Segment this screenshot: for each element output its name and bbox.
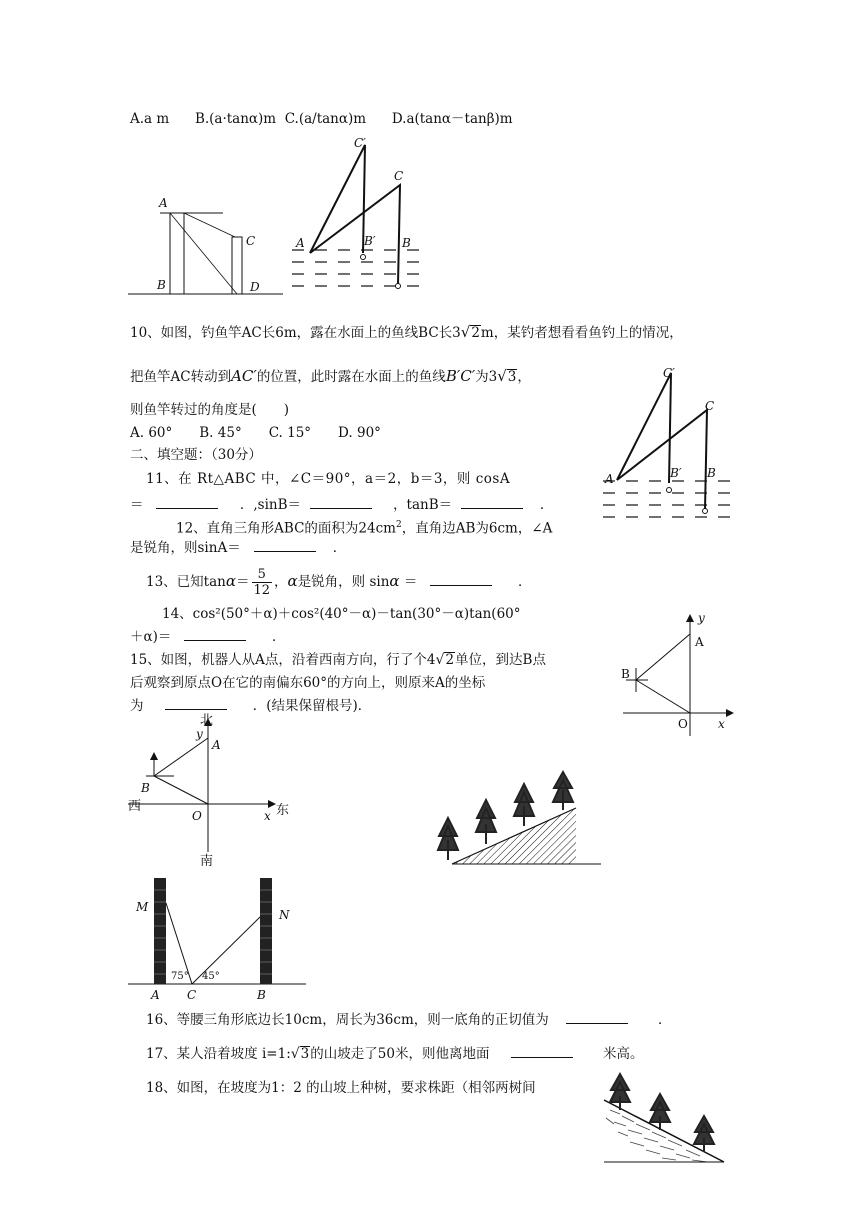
tower-label-d: D [250,280,260,294]
building-label-c: C [187,988,197,1002]
q10-line2-text: 把鱼竿AC转动到 [130,369,232,385]
q10-line2-is: 为 [475,369,489,385]
q13-numerator: 5 [252,567,273,583]
q15-root: 2 [445,652,455,668]
q13-equals: ＝ [236,574,250,590]
compass-label-o: O [192,809,202,823]
q11-cosa-blank[interactable] [156,496,218,509]
compass-north-label: 北 [200,713,214,728]
q9-option-b: B.(a·tanα)m [194,111,277,127]
section-2-heading: 二、填空题：（30分） [130,447,262,463]
building-angle-75: 75° [171,971,189,982]
q13-line [146,562,531,601]
q15-line2: 后观察到原点O在它的南偏东60°的方向上，则原来A的坐标 [130,675,486,691]
q9-option-c: C.(a/tanα)m [284,111,367,127]
q12-line1 [176,516,552,538]
q15-blank[interactable] [165,697,227,710]
fishing-rod-figure-right [603,365,753,525]
q10-bc-coef: 3 [452,325,461,341]
coord-right-label-a: A [695,635,704,649]
q11-sinb-blank[interactable] [310,496,372,509]
q12-superscript: 2 [395,520,402,530]
q13-alpha-2: α [287,572,298,590]
q10-options: A. 60° B. 45° C. 15° D. 90° [130,425,381,441]
tower-label-c: C [246,234,256,248]
q11-line2 [130,496,553,514]
q15-line3-end: ．(结果保留根号)． [252,698,372,714]
q13-equals-2: ＝ [403,574,418,590]
q10-line3: 则鱼竿转过的角度是( ) [130,402,290,418]
q12-line2-text: 是锐角，则sinA＝ [130,540,241,556]
compass-label-x: x [264,809,271,823]
compass-east-label: 东 [276,803,290,818]
q11-equals: ＝ [130,497,144,513]
q12-line2 [130,539,346,557]
q11-end: ． [539,497,554,513]
q15-line3-text: 为 [130,698,144,714]
q17-line: 17、某人沿着坡度 i=1:√3的山坡走了50米，则他离地面 米高。 [146,1046,644,1062]
q12-line1-end: ，直角边AB为6cm，∠A [401,520,553,537]
q13-fraction [252,567,273,598]
rod-top-label-c-prime: C′ [354,136,366,150]
q9-option-d: D.a(tanα－tanβ)m [391,111,513,127]
q13-denominator: 12 [253,583,271,598]
building-label-b: B [257,988,266,1002]
q16-blank[interactable] [566,1011,628,1024]
slope-trees-figure-bottom [600,1070,730,1170]
building-label-a: A [151,988,160,1002]
coord-right-label-o: O [678,717,688,731]
tower-label-a: A [159,196,168,210]
rod-right-label-b-prime: B′ [670,466,682,480]
q18-line: 18、如图，在坡度为1：2 的山坡上种树，要求株距（相邻两树间 [146,1080,536,1096]
rod-right-label-b: B [707,466,716,480]
q10-ac-prime: AC′ [231,367,257,385]
q16-end: ． [657,1012,672,1028]
rod-right-label-c-prime: C′ [663,366,675,380]
q15-line1-end: 单位，到达B点 [455,652,546,668]
q11-sinb-label: ．,sinB＝ [239,497,301,513]
building-angle-45: 45° [202,971,220,982]
q14-end: ． [272,629,286,645]
q10-bc-root: 2 [471,325,480,341]
q10-bc-prime: B′C′ [445,367,476,385]
q17-blank[interactable] [511,1045,573,1058]
q16-line [146,1011,671,1029]
q17-end: 米高。 [602,1046,644,1062]
coord-right-label-b: B [621,667,630,681]
compass-west-label: 西 [128,799,142,814]
q9-option-a: A.a m [130,111,170,127]
tower-label-b: B [157,278,166,292]
building-label-n: N [279,908,290,922]
q11-line1: 11、在 Rt△ABC 中，∠C＝90°，a＝2，b＝3，则 cosA [146,471,511,487]
compass-label-a: A [212,738,221,752]
q17-root: 3 [300,1046,310,1062]
coord-right-label-y: y [698,611,705,625]
q9-options [130,110,513,128]
compass-label-b: B [141,781,150,795]
rod-right-label-c: C [705,399,715,413]
building-label-m: M [136,900,149,914]
q11-tanb-label: ，tanB＝ [393,497,453,513]
q14-line1: 14、cos²(50°＋α)＋cos²(40°－α)－tan(30°－α)tan(60° [162,606,521,622]
buildings-figure [128,875,308,1005]
q14-blank[interactable] [184,628,246,641]
q10-bprime-coef: 3 [488,369,498,385]
q11-tanb-blank[interactable] [461,496,523,509]
rod-right-label-a: A [605,472,614,486]
q16-text: 16、等腰三角形底边长10cm，周长为36cm，则一底角的正切值为 [146,1012,549,1028]
q15-line1-text: 15、如图，机器人从A点，沿着西南方向，行了个4 [130,652,436,668]
tower-figure [128,195,288,300]
q10-line2-mid: 的位置，此时露在水面上的鱼线 [256,369,446,385]
compass-figure [128,712,303,872]
q10-line1-text: 10、如图，钓鱼竿AC长6m，露在水面上的鱼线BC长 [130,325,453,341]
coordinate-figure-right [618,612,738,737]
q13-alpha: α [225,572,236,590]
q17-pre: 17、某人沿着坡度 i=1: [146,1046,291,1062]
q14-line2-text: ＋α)＝ [130,629,172,645]
slope-trees-figure-middle [436,770,606,870]
rod-top-label-a: A [296,236,305,250]
q13-alpha-3: α [389,572,400,590]
q13-mid: 是锐角，则 sin [297,574,390,590]
q15-line1: 15、如图，机器人从A点，沿着西南方向，行了个4√2单位，到达B点 [130,652,546,668]
q10-bprime-root: 3 [507,369,517,385]
compass-label-y: y [196,727,203,741]
q13-blank[interactable] [430,573,492,586]
q10-line2: 把鱼竿AC转动到AC′的位置，此时露在水面上的鱼线B′C′为3√3， [130,367,531,385]
fishing-rod-figure-top [290,135,440,300]
q13-pre: 13、已知tan [146,574,226,590]
q13-end: ． [517,574,532,590]
q12-line1-text: 12、直角三角形ABC的面积为24cm [176,520,396,537]
q12-blank[interactable] [254,539,316,552]
rod-top-label-b-prime: B′ [364,234,376,248]
compass-south-label: 南 [200,854,214,869]
rod-top-label-c: C [394,169,404,183]
q13-comma: ， [274,574,288,590]
rod-top-label-b: B [402,236,411,250]
q10-line1 [130,323,683,342]
q12-end: ． [332,540,347,556]
q14-line2 [130,628,286,646]
q10-line2-end: ， [517,369,531,385]
q17-mid: 的山坡走了50米，则他离地面 [310,1046,490,1062]
coord-right-label-x: x [718,717,725,731]
q10-bc-value: 3√2 [452,323,480,341]
q10-line1-end: m，某钓者想看看鱼钓上的情况， [480,325,683,341]
